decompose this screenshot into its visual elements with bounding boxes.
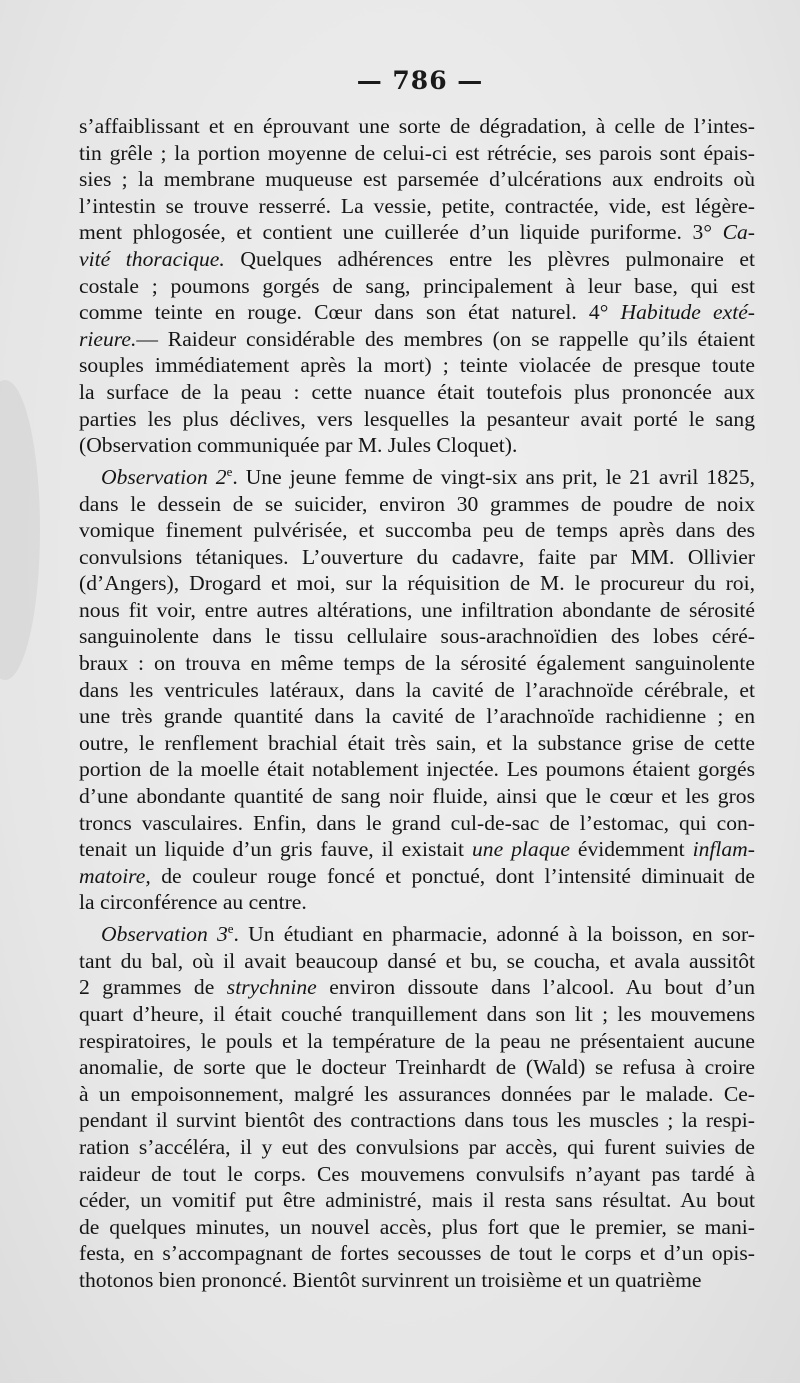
text-line [79, 166, 755, 193]
italic-run: Ca- [722, 220, 755, 245]
text-line [79, 889, 755, 916]
text-line [79, 916, 755, 948]
text-run: . Une jeune femme de vingt-six ans prit, le 21 avril 1825, [232, 464, 756, 489]
text-run: ment phlogosée, et contient une cuillerée d’un liquide puriforme. 3° [79, 220, 723, 245]
text-run: e [226, 463, 233, 479]
body-text [79, 113, 755, 1294]
text-run: e [227, 921, 234, 936]
text-line [79, 677, 755, 704]
text-line [79, 783, 755, 810]
text-line [79, 1161, 755, 1188]
text-run: quart d’heure, il était couché tranquillement dans son lit ; les mouvemens [79, 1001, 755, 1026]
text-run: costale ; poumons gorgés de sang, principalement à leur base, qui est [79, 273, 755, 298]
italic-run: vité thoracique. [79, 246, 225, 271]
paragraph-observation-2 [79, 459, 755, 916]
page-number: — 786 — [356, 66, 484, 95]
text-run: troncs vasculaires. Enfin, dans le grand cul-de-sac de l’estomac, qui con- [79, 810, 755, 835]
text-line [79, 491, 755, 518]
text-run: de quelques minutes, un nouvel accès, plus fort que le premier, se mani- [79, 1214, 755, 1239]
text-line [79, 299, 755, 326]
italic-run: Observation 3 [101, 922, 228, 947]
italic-run: inflam- [692, 837, 755, 862]
text-line [79, 1187, 755, 1214]
text-line [79, 1001, 755, 1028]
text-line [79, 1134, 755, 1161]
text-line [79, 326, 755, 353]
text-line [79, 1054, 755, 1081]
italic-run: matoire, [79, 863, 151, 888]
text-line [79, 1107, 755, 1134]
text-run: nous fit voir, entre autres altérations, une infiltration abondante de sérosité [79, 597, 755, 622]
text-line [79, 730, 755, 757]
text-run: (Observation communiquée par M. Jules Cloquet). [79, 433, 518, 458]
italic-run: une plaque [471, 837, 570, 862]
text-run: sies ; la membrane muqueuse est parsemée d’ulcérations aux endroits où [79, 167, 755, 192]
text-run: ration s’accéléra, il y eut des convulsions par accès, qui furent suivies de [79, 1134, 755, 1159]
text-line [79, 650, 755, 677]
text-line [79, 113, 755, 140]
text-line [79, 1267, 755, 1294]
italic-run: strychnine [226, 975, 317, 1000]
text-line [79, 1240, 755, 1267]
text-line [79, 273, 755, 300]
text-line [79, 570, 755, 597]
text-line [79, 1028, 755, 1055]
text-run: évidemment [569, 837, 693, 862]
text-run: une très grande quantité dans la cavité de l’arachnoïde rachidienne ; en [79, 704, 755, 729]
text-line [79, 756, 755, 783]
text-line [79, 703, 755, 730]
text-line [79, 140, 755, 167]
text-run: souples immédiatement après la mort) ; teinte violacée de presque toute [79, 353, 755, 378]
text-line [79, 974, 755, 1001]
text-run: dans les ventricules latéraux, dans la cavité de l’arachnoïde cérébrale, et [79, 677, 755, 702]
text-run: de couleur rouge foncé et ponctué, dont l’intensité diminuait de [150, 863, 755, 888]
text-line [79, 459, 755, 491]
text-line [79, 406, 755, 433]
text-line [79, 544, 755, 571]
text-line [79, 517, 755, 544]
text-run: vomique finement pulvérisée, et succomba peu de temps après dans des [79, 518, 755, 543]
text-run: parties les plus déclives, vers lesquelles la pesanteur avait porté le sang [79, 406, 755, 431]
italic-run: rieure. [79, 326, 137, 351]
text-run: . Un étudiant en pharmacie, adonné à la boisson, en sor- [233, 922, 756, 947]
text-line [79, 219, 755, 246]
text-line [79, 597, 755, 624]
italic-run: Habitude exté- [620, 300, 755, 325]
text-line [79, 193, 755, 220]
text-run: la circonférence au centre. [79, 890, 307, 915]
text-run: l’intestin se trouve resserré. La vessie, petite, contractée, vide, est légère- [79, 193, 755, 218]
text-run: tant du bal, où il avait beaucoup dansé et bu, se coucha, et avala aussitôt [79, 948, 755, 973]
text-line [79, 836, 755, 863]
italic-run: Observation 2 [101, 464, 227, 489]
text-run: braux : on trouva en même temps de la sérosité également sanguinolente [79, 651, 755, 676]
text-line [79, 1214, 755, 1241]
text-run: (d’Angers), Drogard et moi, sur la réquisition de M. le procureur du roi, [79, 571, 755, 596]
text-line [79, 246, 755, 273]
text-run: anomalie, de sorte que le docteur Treinhardt de (Wald) se refusa à croire [79, 1055, 755, 1080]
text-line [79, 623, 755, 650]
text-run: portion de la moelle était notablement injectée. Les poumons étaient gorgés [79, 757, 755, 782]
text-run: thotonos bien prononcé. Bientôt survinrent un troisième et un quatrième [79, 1267, 702, 1292]
text-run: pendant il survint bientôt des contractions dans tous les muscles ; la respi- [79, 1108, 755, 1133]
text-run: convulsions tétaniques. L’ouverture du cadavre, faite par MM. Ollivier [79, 544, 755, 569]
text-run: festa, en s’accompagnant de fortes secousses de tout le corps et d’un opis- [79, 1241, 755, 1266]
paragraph-observation-3 [79, 916, 755, 1294]
paper-shadow [0, 380, 40, 680]
text-run: dans le dessein de se suicider, environ 30 grammes de poudre de noix [79, 491, 755, 516]
text-run: la surface de la peau : cette nuance était toutefois plus prononcée aux [79, 379, 755, 404]
text-line [79, 432, 755, 459]
text-run: à un empoisonnement, malgré les assurances données par le malade. Ce- [79, 1081, 755, 1106]
text-run: tin grêle ; la portion moyenne de celui-ci est rétrécie, ses parois sont épais- [79, 140, 755, 165]
text-line [79, 352, 755, 379]
paragraph-continuation [79, 113, 755, 459]
text-run: céder, un vomitif put être administré, mais il resta sans résultat. Au bout [79, 1188, 755, 1213]
text-run: respiratoires, le pouls et la température de la peau ne présentaient aucune [79, 1028, 755, 1053]
text-line [79, 863, 755, 890]
text-run: raideur de tout le corps. Ces mouvemens convulsifs n’ayant pas tardé à [79, 1161, 755, 1186]
text-run: comme teinte en rouge. Cœur dans son état naturel. 4° [79, 300, 621, 325]
text-run: Quelques adhérences entre les plèvres pulmonaire et [224, 246, 755, 271]
text-run: sanguinolente dans le tissu cellulaire sous-arachnoïdien des lobes céré- [79, 624, 755, 649]
text-run: outre, le renflement brachial était très sain, et la substance grise de cette [79, 730, 755, 755]
text-run: — Raideur considérable des membres (on se rappelle qu’ils étaient [136, 326, 755, 351]
text-line [79, 1081, 755, 1108]
text-run: 2 grammes de [79, 975, 227, 1000]
text-run: d’une abondante quantité de sang noir fluide, ainsi que le cœur et les gros [79, 784, 755, 809]
text-run: environ dissoute dans l’alcool. Au bout d’un [316, 975, 755, 1000]
text-line [79, 810, 755, 837]
text-run: tenait un liquide d’un gris fauve, il existait [79, 837, 472, 862]
text-line [79, 379, 755, 406]
text-line [79, 948, 755, 975]
text-run: s’affaiblissant et en éprouvant une sorte de dégradation, à celle de l’intes- [79, 114, 755, 138]
